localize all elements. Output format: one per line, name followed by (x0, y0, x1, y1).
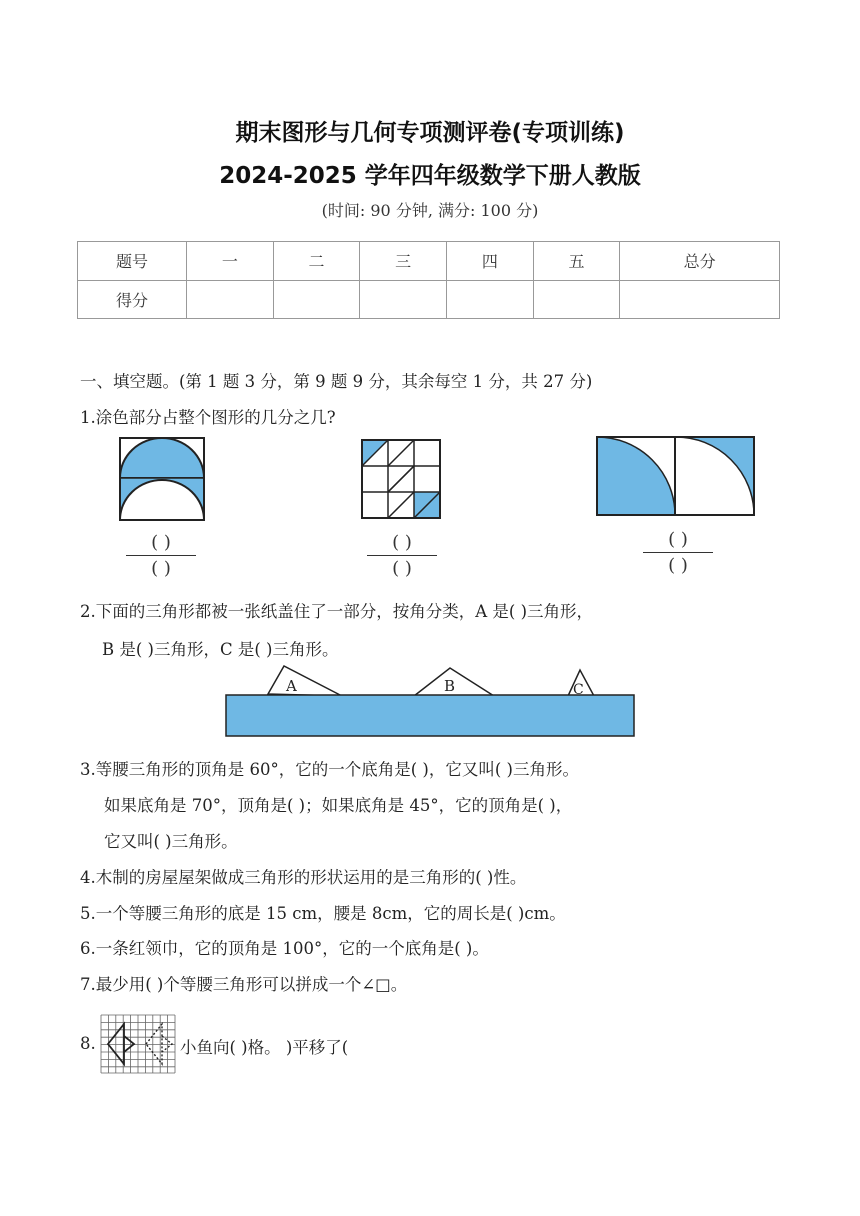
page-subtitle: 2024-2025 学年四年级数学下册人教版 (219, 163, 641, 189)
question-1: 1.涂色部分占整个图形的几分之几? (80, 408, 336, 427)
page-title: 期末图形与几何专项测评卷(专项训练) (235, 120, 625, 146)
question-3-line-3: 它又叫( )三角形。 (104, 832, 238, 851)
denominator-blank[interactable]: ( ) (668, 555, 688, 576)
section-heading: 一、填空题。(第 1 题 3 分，第 9 题 9 分，其余每空 1 分，共 27 分) (80, 372, 593, 391)
score-cell: 题号 (78, 242, 187, 281)
question-8-number: 8. (80, 1034, 96, 1053)
fraction-bar (126, 555, 196, 556)
question-3-line-2: 如果底角是 70°，顶角是( )；如果底角是 45°，它的顶角是( )， (104, 796, 573, 815)
fraction-bar (643, 552, 713, 553)
denominator-blank[interactable]: ( ) (392, 558, 412, 579)
question-2-line-1: 2.下面的三角形都被一张纸盖住了一部分，按角分类，A 是( )三角形， (80, 602, 594, 621)
numerator-blank[interactable]: ( ) (151, 532, 171, 553)
fraction-answer-3[interactable] (643, 529, 713, 576)
figure-covered-triangles (224, 664, 636, 738)
fraction-answer-1[interactable] (126, 532, 196, 579)
score-cell: 一 (187, 242, 274, 281)
figure-fish-grid (100, 1014, 176, 1074)
score-table (77, 241, 780, 319)
score-table-score-row (78, 280, 780, 319)
question-4: 4.木制的房屋屋架做成三角形的形状运用的是三角形的( )性。 (80, 868, 527, 887)
score-input-cell[interactable] (273, 280, 360, 319)
question-8-text: 小鱼向( )格。 )平移了( (180, 1038, 349, 1057)
score-cell: 二 (273, 242, 360, 281)
numerator-blank[interactable]: ( ) (392, 532, 412, 553)
score-cell: 得分 (78, 280, 187, 319)
score-input-cell[interactable] (620, 280, 780, 319)
triangle-label-a: A (286, 677, 297, 695)
fraction-bar (367, 555, 437, 556)
question-6: 6.一条红领巾，它的顶角是 100°，它的一个底角是( )。 (80, 939, 489, 958)
figure-grid-triangles (360, 438, 444, 520)
triangle-label-b: B (444, 677, 456, 695)
question-2-line-2: B 是( )三角形，C 是( )三角形。 (102, 640, 339, 659)
figure-quarter-circles (594, 434, 758, 518)
exam-meta: (时间: 90 分钟, 满分: 100 分) (321, 201, 539, 220)
score-input-cell[interactable] (447, 280, 534, 319)
score-cell: 三 (360, 242, 447, 281)
numerator-blank[interactable]: ( ) (668, 529, 688, 550)
question-3-line-1: 3.等腰三角形的顶角是 60°，它的一个底角是( )，它又叫( )三角形。 (80, 760, 579, 779)
score-table-header-row (78, 242, 780, 281)
score-cell: 四 (447, 242, 534, 281)
score-input-cell[interactable] (187, 280, 274, 319)
score-cell: 总分 (620, 242, 780, 281)
question-7: 7.最少用( )个等腰三角形可以拼成一个∠□。 (80, 975, 408, 994)
fraction-answer-2[interactable] (367, 532, 437, 579)
question-5: 5.一个等腰三角形的底是 15 cm，腰是 8cm，它的周长是( )cm。 (80, 904, 566, 923)
figure-semicircles (118, 436, 206, 522)
triangle-label-c: C (573, 682, 584, 698)
denominator-blank[interactable]: ( ) (151, 558, 171, 579)
score-input-cell[interactable] (533, 280, 620, 319)
score-input-cell[interactable] (360, 280, 447, 319)
score-cell: 五 (533, 242, 620, 281)
